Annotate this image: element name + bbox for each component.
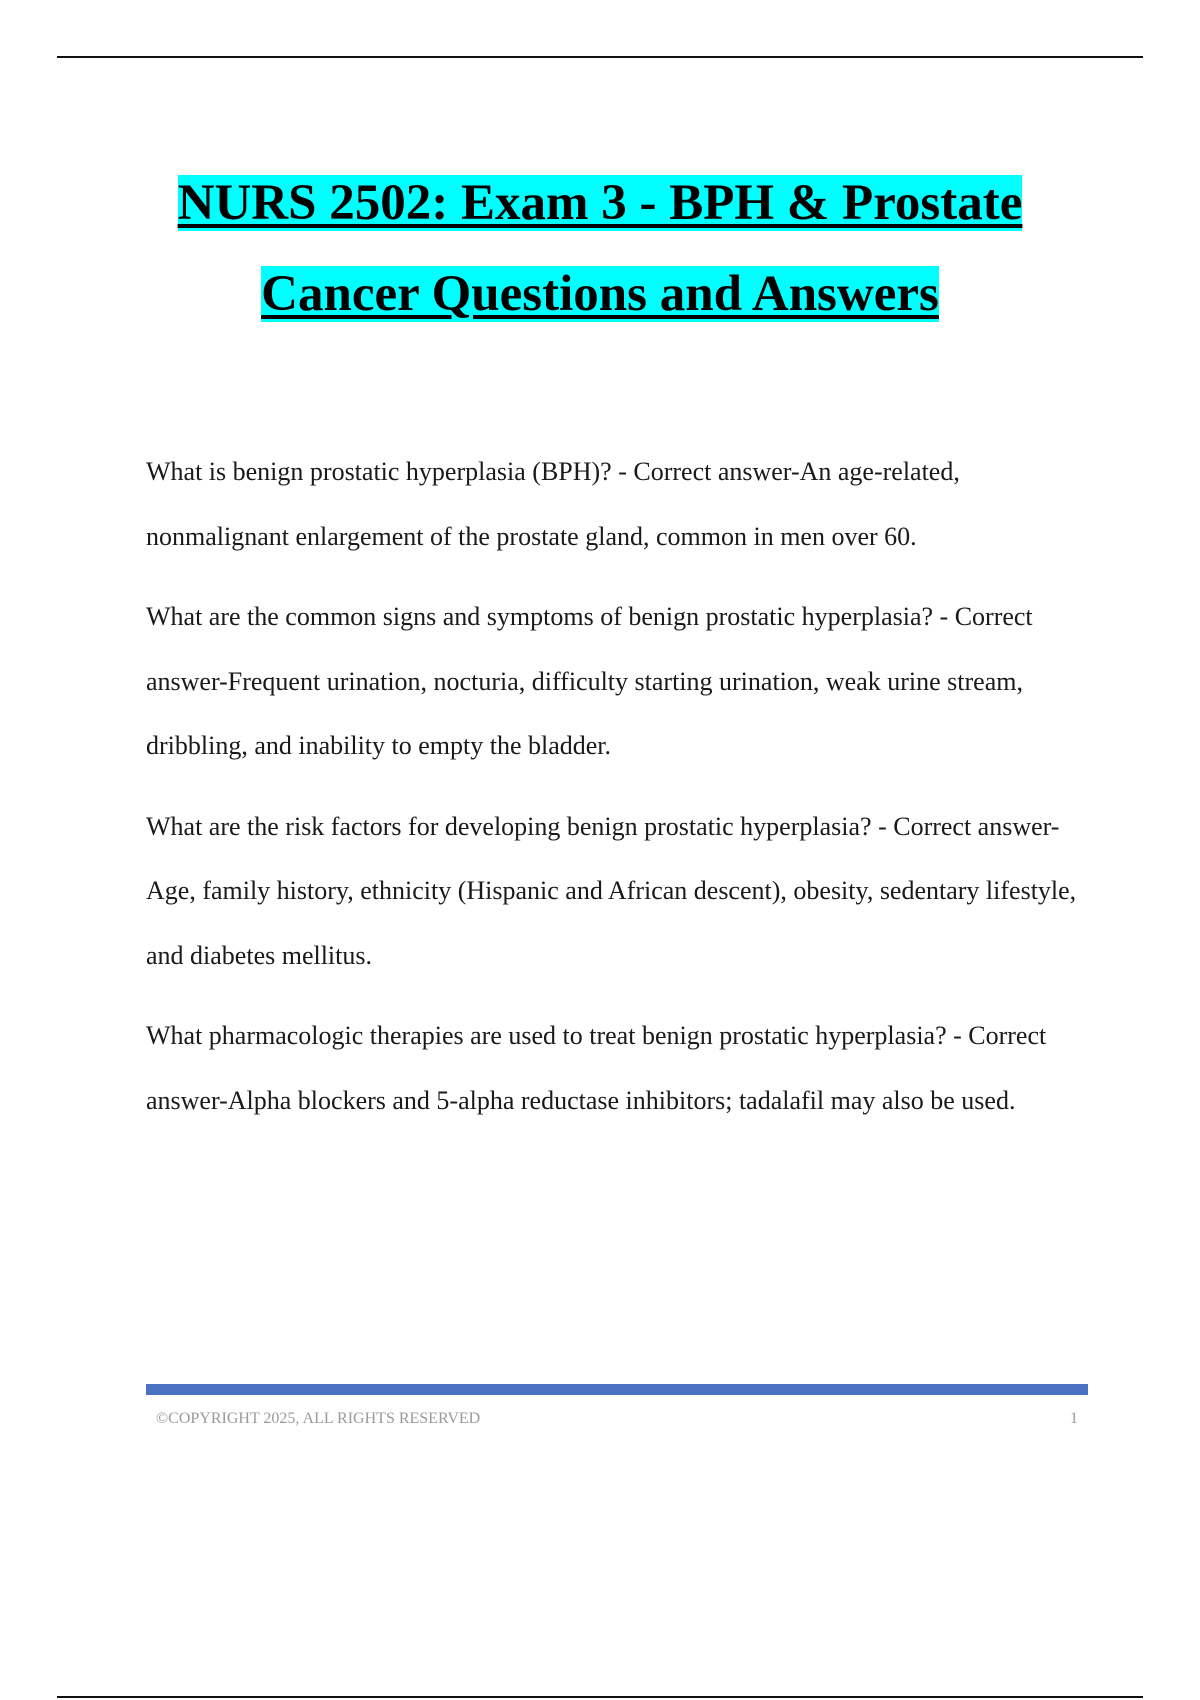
page-number: 1 xyxy=(1070,1410,1078,1427)
qa-item: What is benign prostatic hyperplasia (BPH)? - Correct answer-An age-related, nonmalignant enlargement of the prostate gland, common in men over 60. xyxy=(146,457,960,551)
top-rule xyxy=(57,56,1143,58)
title-line-1: NURS 2502: Exam 3 - BPH & Prostate xyxy=(177,175,1023,231)
bottom-rule xyxy=(57,1696,1143,1698)
qa-list xyxy=(146,440,1096,1149)
title-line-2: Cancer Questions and Answers xyxy=(261,266,939,322)
page-footer xyxy=(156,1410,1078,1428)
qa-item: What pharmacologic therapies are used to treat benign prostatic hyperplasia? - Correct answer-Alpha blockers and 5-alpha reductase inhibitors; tadalafil may also be used. xyxy=(146,1021,1047,1115)
qa-item: What are the common signs and symptoms of benign prostatic hyperplasia? - Correct answer-Frequent urination, nocturia, difficulty starting urination, weak urine stream, dribbling, and inability to empty the bladder. xyxy=(146,602,1033,760)
footer-bar xyxy=(146,1384,1088,1395)
qa-item: What are the risk factors for developing benign prostatic hyperplasia? - Correct answer-Age, family history, ethnicity (Hispanic and African descent), obesity, sedentary lifestyle, and diabetes mellitus. xyxy=(146,811,1077,970)
copyright-text: ©COPYRIGHT 2025, ALL RIGHTS RESERVED xyxy=(156,1410,481,1427)
document-title xyxy=(0,172,1200,354)
